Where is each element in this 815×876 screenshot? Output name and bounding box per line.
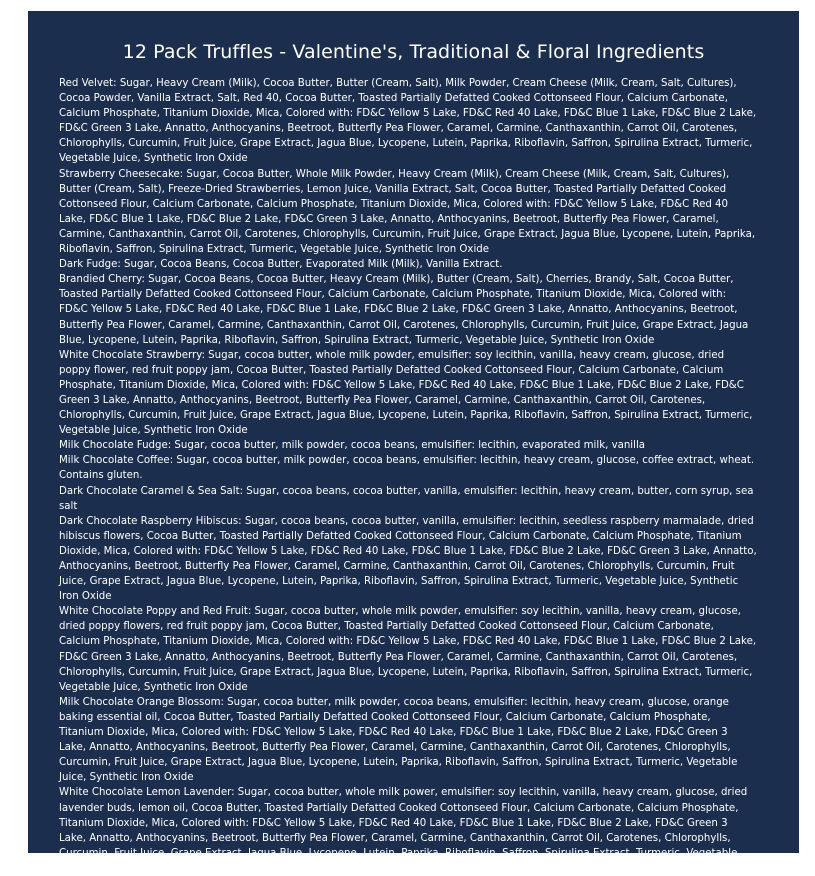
ingredient-item-red-velvet: Red Velvet: Sugar, Heavy Cream (Milk), Cocoa Butter, Butter (Cream, Salt), Milk Powder, Cream Cheese (Milk, Cream, Salt, Cultures), Cocoa Powder, Vanilla Extract, Salt, Red 40, Cocoa Butter, Toasted Partially Defatted Cooked Cottonseed Flour, Calcium Carbonate, Calcium Phosphate, Titanium Dioxide, Mica, Colored with: FD&C Yellow 5 Lake, FD&C Red 40 Lake, FD&C Blue 1 Lake, FD&C Blue 2 Lake, FD&C Green 3 Lake, Annatto, Anthocyanins, Beetroot, Butterfly Pea Flower, Caramel, Carmine, Canthaxanthin, Carrot Oil, Carotenes, Chlorophylls, Curcumin, Fruit Juice, Grape Extract, Jagua Blue, Lycopene, Lutein, Paprika, Riboflavin, Saffron, Spirulina Extract, Turmeric, Vegetable Juice, Synthetic Iron Oxide xyxy=(59,78,757,165)
ingredients-panel xyxy=(28,11,799,874)
ingredient-item-milk-chocolate-fudge: Milk Chocolate Fudge: Sugar, cocoa butter, milk powder, cocoa beans, emulsifier: lecithin, evaporated milk, vanilla xyxy=(59,440,646,452)
page-title: 12 Pack Truffles - Valentine's, Traditional & Floral Ingredients xyxy=(122,41,705,63)
ingredient-item-white-chocolate-poppy-red-fruit: White Chocolate Poppy and Red Fruit: Sugar, cocoa butter, whole milk powder, emulsifier: soy lecithin, vanilla, heavy cream, glucose, dried poppy flowers, red fruit poppy jam, Cocoa Butter, Toasted Partially Defatted Cooked Cottonseed Flour, Calcium Carbonate, Calcium Phosphate, Titanium Dioxide, Mica, Colored with: FD&C Yellow 5 Lake, FD&C Red 40 Lake, FD&C Blue 1 Lake, FD&C Blue 2 Lake, FD&C Green 3 Lake, Annatto, Anthocyanins, Beetroot, Butterfly Pea Flower, Caramel, Carmine, Canthaxanthin, Carrot Oil, Carotenes, Chlorophylls, Curcumin, Fruit Juice, Grape Extract, Jagua Blue, Lycopene, Lutein, Paprika, Riboflavin, Saffron, Spirulina Extract, Turmeric, Vegetable Juice, Synthetic Iron Oxide xyxy=(59,606,757,693)
ingredient-item-milk-chocolate-coffee: Milk Chocolate Coffee: Sugar, cocoa butter, milk powder, cocoa beans, emulsifier: lecithin, heavy cream, glucose, coffee extract, wheat. Contains gluten. xyxy=(59,455,755,482)
ingredient-item-strawberry-cheesecake: Strawberry Cheesecake: Sugar, Cocoa Butter, Whole Milk Powder, Heavy Cream (Milk), Cream Cheese (Milk, Cream, Salt, Cultures), Butter (Cream, Salt), Freeze-Dried Strawberries, Lemon Juice, Vanilla Extract, Salt, Cocoa Butter, Toasted Partially Defatted Cooked Cottonseed Flour, Calcium Carbonate, Calcium Phosphate, Titanium Dioxide, Mica, Colored with: FD&C Yellow 5 Lake, FD&C Red 40 Lake, FD&C Blue 1 Lake, FD&C Blue 2 Lake, FD&C Green 3 Lake, Annatto, Anthocyanins, Beetroot, Butterfly Pea Flower, Caramel, Carmine, Canthaxanthin, Carrot Oil, Carotenes, Chlorophylls, Curcumin, Fruit Juice, Grape Extract, Jagua Blue, Lycopene, Lutein, Paprika, Riboflavin, Saffron, Spirulina Extract, Turmeric, Vegetable Juice, Synthetic Iron Oxide xyxy=(59,168,756,256)
ingredient-item-milk-chocolate-orange-blossom: Milk Chocolate Orange Blossom: Sugar, cocoa butter, milk powder, cocoa beans, emulsifier: lecithin, heavy cream, glucose, orange baking essential oil, Cocoa Butter, Toasted Partially Defatted Cooked Cottonseed Flour, Calcium Carbonate, Calcium Phosphate, Titanium Dioxide, Mica, Colored with: FD&C Yellow 5 Lake, FD&C Red 40 Lake, FD&C Blue 1 Lake, FD&C Blue 2 Lake, FD&C Green 3 Lake, Annatto, Anthocyanins, Beetroot, Butterfly Pea Flower, Caramel, Carmine, Canthaxanthin, Carrot Oil, Carotenes, Chlorophylls, Curcumin, Fruit Juice, Grape Extract, Jagua Blue, Lycopene, Lutein, Paprika, Riboflavin, Saffron, Spirulina Extract, Turmeric, Vegetable Juice, Synthetic Iron Oxide xyxy=(59,696,738,784)
ingredient-item-dark-chocolate-caramel-sea-salt: Dark Chocolate Caramel & Sea Salt: Sugar, cocoa beans, cocoa butter, vanilla, emulsifier: lecithin, heavy cream, butter, corn syrup, sea salt xyxy=(59,485,754,512)
ingredient-item-brandied-cherry: Brandied Cherry: Sugar, Cocoa Beans, Cocoa Butter, Heavy Cream (Milk), Butter (Cream, Salt), Cherries, Brandy, Salt, Cocoa Butter, Toasted Partially Defatted Cooked Cottonseed Flour, Calcium Carbonate, Calcium Phosphate, Titanium Dioxide, Mica, Colored with: FD&C Yellow 5 Lake, FD&C Red 40 Lake, FD&C Blue 1 Lake, FD&C Blue 2 Lake, FD&C Green 3 Lake, Annatto, Anthocyanins, Beetroot, Butterfly Pea Flower, Caramel, Carmine, Canthaxanthin, Carrot Oil, Carotenes, Chlorophylls, Curcumin, Fruit Juice, Grape Extract, Jagua Blue, Lycopene, Lutein, Paprika, Riboflavin, Saffron, Spirulina Extract, Turmeric, Vegetable Juice, Synthetic Iron Oxide xyxy=(59,274,749,346)
ingredient-item-white-chocolate-strawberry: White Chocolate Strawberry: Sugar, cocoa butter, whole milk powder, emulsifier: soy lecithin, vanilla, heavy cream, glucose, dried poppy flower, red fruit poppy jam, Cocoa Butter, Toasted Partially Defatted Cooked Cottonseed Flour, Calcium Carbonate, Calcium Phosphate, Titanium Dioxide, Mica, Colored with: FD&C Yellow 5 Lake, FD&C Red 40 Lake, FD&C Blue 1 Lake, FD&C Blue 2 Lake, FD&C Green 3 Lake, Annatto, Anthocyanins, Beetroot, Butterfly Pea Flower, Caramel, Carmine, Canthaxanthin, Carrot Oil, Carotenes, Chlorophylls, Curcumin, Fruit Juice, Grape Extract, Jagua Blue, Lycopene, Lutein, Paprika, Riboflavin, Saffron, Spirulina Extract, Turmeric, Vegetable Juice, Synthetic Iron Oxide xyxy=(59,349,753,437)
ingredient-item-white-chocolate-lemon-lavender: White Chocolate Lemon Lavender: Sugar, cocoa butter, whole milk power, emulsifier: soy lecithin, vanilla, heavy cream, glucose, dried lavender buds, lemon oil, Cocoa Butter, Toasted Partially Defatted Cooked Cottonseed Flour, Calcium Carbonate, Calcium Phosphate, Titanium Dioxide, Mica, Colored with: FD&C Yellow 5 Lake, FD&C Red 40 Lake, FD&C Blue 1 Lake, FD&C Blue 2 Lake, FD&C Green 3 Lake, Annatto, Anthocyanins, Beetroot, Butterfly Pea Flower, Caramel, Carmine, Canthaxanthin, Carrot Oil, Carotenes, Chlorophylls, Curcumin, Fruit Juice, Grape Extract, Jagua Blue, Lycopene, Lutein, Paprika, Riboflavin, Saffron, Spirulina Extract, Turmeric, Vegetable Juice, Synthetic Iron Oxide xyxy=(59,787,748,874)
ingredient-item-dark-chocolate-raspberry-hibiscus: Dark Chocolate Raspberry Hibiscus: Sugar, cocoa beans, cocoa butter, vanilla, emulsifier: lecithin, seedless raspberry marmalade, dried hibiscus flowers, Cocoa Butter, Toasted Partially Defatted Cooked Cottonseed Flour, Calcium Carbonate, Calcium Phosphate, Titanium Dioxide, Mica, Colored with: FD&C Yellow 5 Lake, FD&C Red 40 Lake, FD&C Blue 1 Lake, FD&C Blue 2 Lake, FD&C Green 3 Lake, Annatto, Anthocyanins, Beetroot, Butterfly Pea Flower, Caramel, Carmine, Canthaxanthin, Carrot Oil, Carotenes, Chlorophylls, Curcumin, Fruit Juice, Grape Extract, Jagua Blue, Lycopene, Lutein, Paprika, Riboflavin, Saffron, Spirulina Extract, Turmeric, Vegetable Juice, Synthetic Iron Oxide xyxy=(59,515,757,603)
ingredient-list xyxy=(59,76,757,876)
ingredient-item-dark-fudge: Dark Fudge: Sugar, Cocoa Beans, Cocoa Butter, Evaporated Milk (Milk), Vanilla Extract. xyxy=(59,259,503,271)
